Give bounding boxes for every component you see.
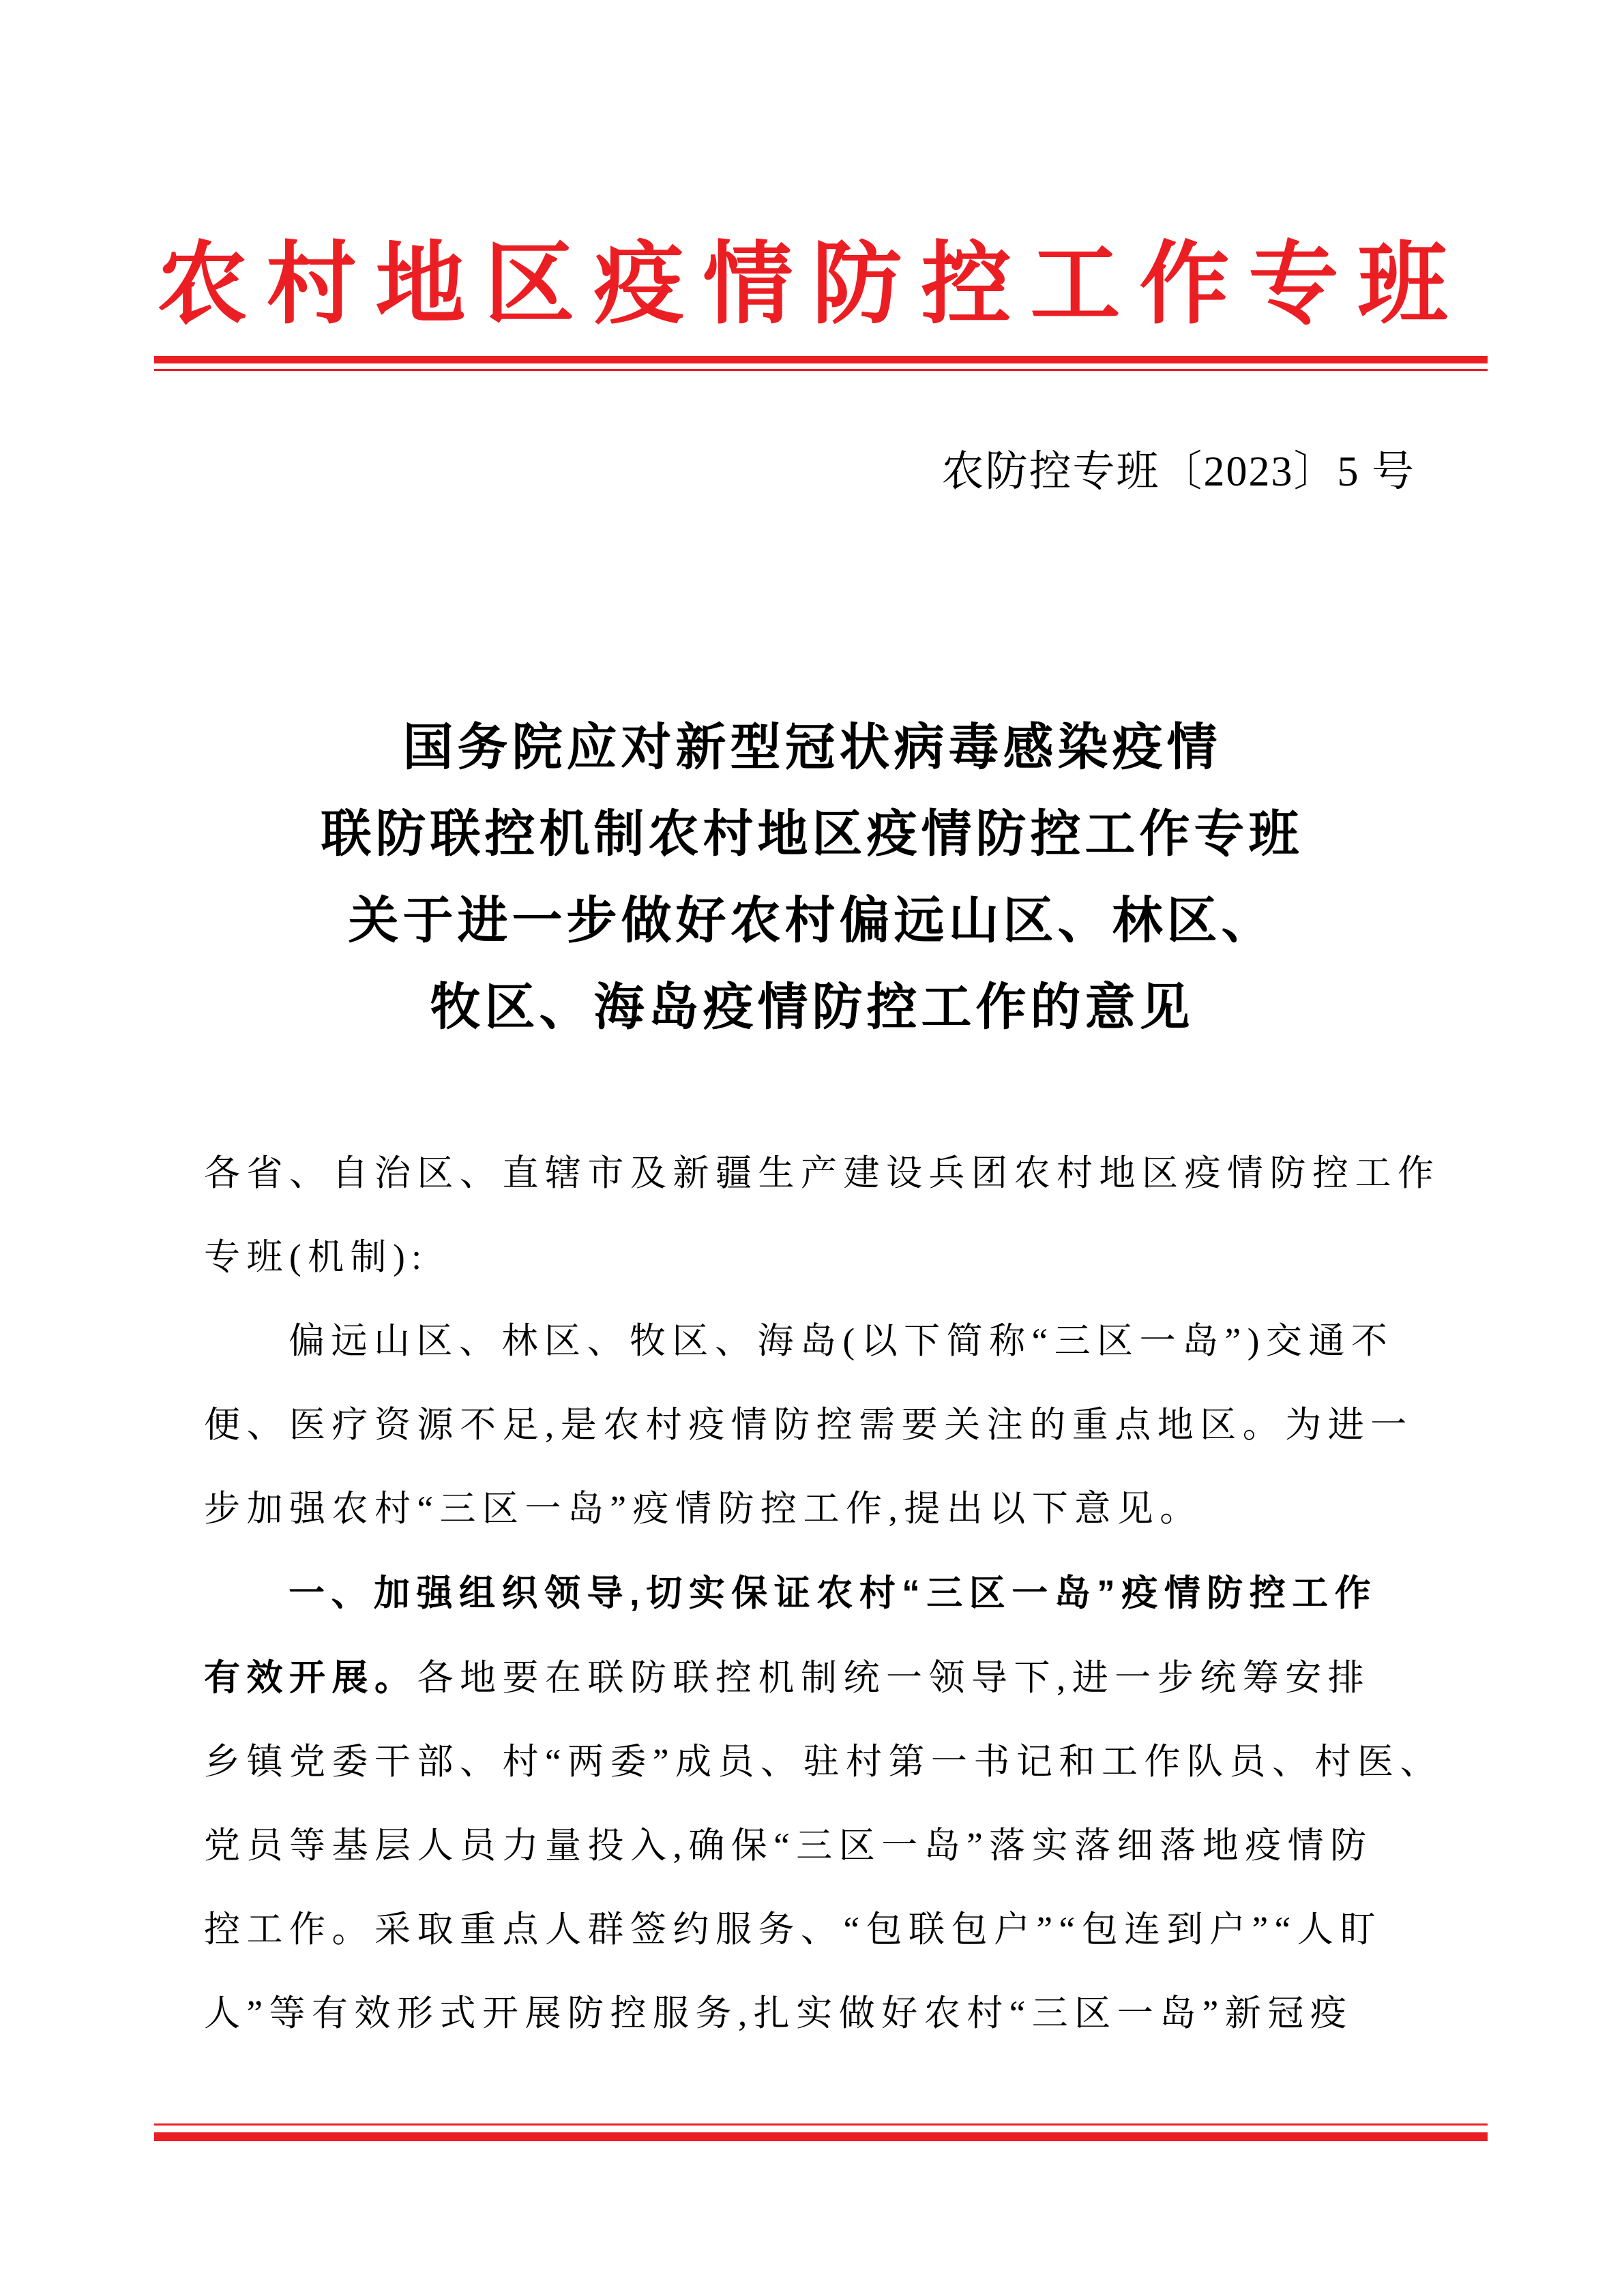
body-text: 各省、自治区、直辖市及新疆生产建设兵团农村地区疫情防控工作 [204,1154,1441,1193]
body-line [204,1216,1445,1300]
body-text-bold: 一、加强组织领导,切实保证农村“三区一岛”疫情防控工作 [289,1573,1378,1613]
header-rule-thin [154,369,1488,371]
body-text: 便、医疗资源不足,是农村疫情防控需要关注的重点地区。为进一 [204,1405,1413,1445]
body-text: 各地要在联防联控机制统一领导下,进一步统筹安排 [417,1658,1371,1698]
title-line-3: 关于进一步做好农村偏远山区、林区、 [348,893,1276,949]
title-line-4: 牧区、海岛疫情防控工作的意见 [430,980,1194,1036]
body-text: 专班(机制): [204,1238,428,1277]
title-line-2: 联防联控机制农村地区疫情防控工作专班 [321,807,1303,863]
footer-rule-thin [154,2123,1488,2126]
header-rule-thick [154,356,1488,363]
body-line [204,1804,1445,1888]
body-text-bold: 有效开展。 [204,1658,417,1698]
document-title [0,705,1624,1052]
title-line-1: 国务院应对新型冠状病毒感染疫情 [402,720,1222,776]
body-text: 党员等基层人员力量投入,确保“三区一岛”落实落细落地疫情防 [204,1826,1373,1866]
body-text: 乡镇党委干部、村“两委”成员、驻村第一书记和工作队员、村医、 [204,1742,1443,1782]
body-line [204,1467,1445,1551]
body-line [204,1300,1445,1384]
body-text: 步加强农村“三区一岛”疫情防控工作,提出以下意见。 [204,1489,1202,1529]
body-text: 控工作。采取重点人群签约服务、“包联包户”“包连到户”“人盯 [204,1910,1383,1950]
body-line [204,1720,1445,1804]
footer-rule-thick [154,2132,1488,2141]
document-number: 农防控专班〔2023〕5 号 [941,449,1415,495]
document-body [204,1132,1445,2056]
body-line [204,1132,1445,1216]
letterhead-title: 农村地区疫情防控工作专班 [157,235,1467,335]
body-line [204,1384,1445,1467]
body-text: 偏远山区、林区、牧区、海岛(以下简称“三区一岛”)交通不 [289,1322,1394,1361]
body-line [204,1888,1445,1972]
body-text: 人”等有效形式开展防控服务,扎实做好农村“三区一岛”新冠疫 [204,1994,1353,2033]
body-line-section-heading [204,1551,1445,1636]
body-line [204,1636,1445,1720]
body-line [204,1972,1445,2056]
